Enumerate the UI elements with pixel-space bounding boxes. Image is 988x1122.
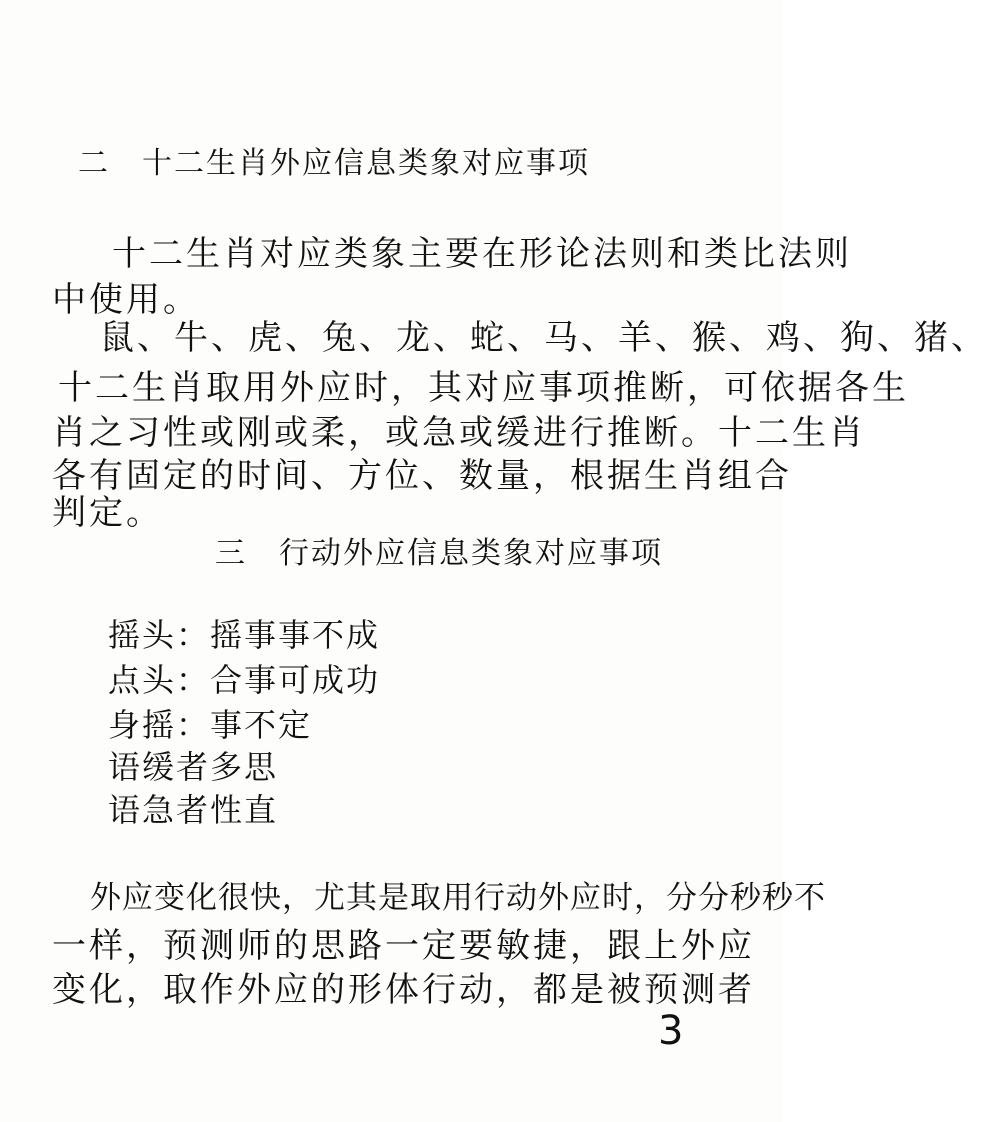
section-2-line-2: 中使用。 [52,280,200,320]
section-3-heading: 三 行动外应信息类象对应事项 [215,536,663,571]
action-item-3: 身摇：事不定 [108,706,313,744]
section-3-line-3: 变化，取作外应的形体行动，都是被预测者 [52,970,755,1010]
section-2-line-3: 鼠、牛、虎、兔、龙、蛇、马、羊、猴、鸡、狗、猪、 [100,318,988,358]
action-item-2: 点头：合事可成功 [108,661,381,699]
action-item-1: 摇头：摇事事不成 [108,616,381,654]
section-2-line-4: 十二生肖取用外应时，其对应事项推断，可依据各生 [58,368,909,408]
section-2-heading: 二 十二生肖外应信息类象对应事项 [78,146,590,181]
section-2-line-5: 肖之习性或刚或柔，或急或缓进行推断。十二生肖 [52,413,866,453]
section-2-line-6: 各有固定的时间、方位、数量，根据生肖组合 [52,456,792,496]
section-2-line-7: 判定。 [52,493,163,533]
action-item-4: 语缓者多思 [108,748,279,786]
action-item-5: 语急者性直 [108,791,279,829]
page-number: 3 [658,1008,684,1054]
section-2-line-1: 十二生肖对应类象主要在形论法则和类比法则 [112,234,852,274]
section-3-line-2: 一样，预测师的思路一定要敏捷，跟上外应 [52,926,755,966]
section-3-line-1: 外应变化很快，尤其是取用行动外应时，分分秒秒不 [90,880,826,916]
